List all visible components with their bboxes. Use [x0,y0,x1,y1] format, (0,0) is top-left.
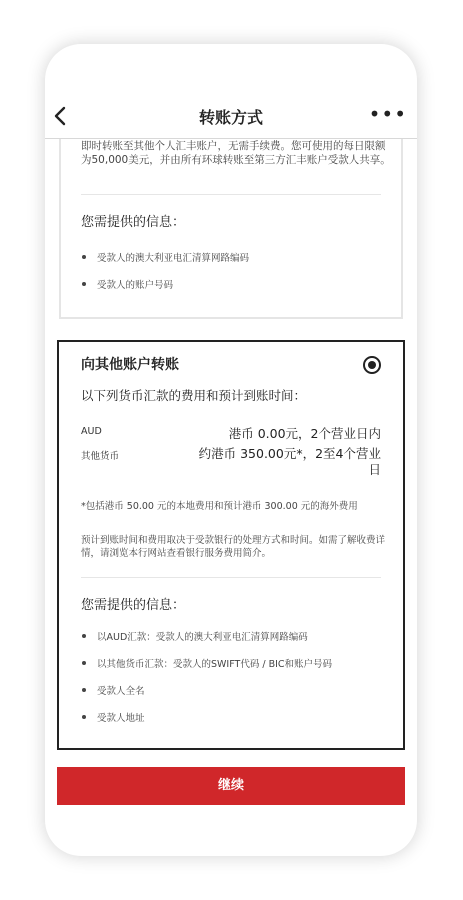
divider [81,577,381,578]
card1-description: 即时转账至其他个人汇丰账户，无需手续费。您可使用的每日限额为50,000美元，并由所有环球转账至第三方汇丰账户受款人共享。 [81,140,391,166]
card2-info-title: 您需提供的信息： [81,598,186,613]
card2-info-item: 以AUD汇款：受款人的澳大利亚电汇清算网路编码 [75,629,308,643]
page-title: 转账方式 [198,108,263,127]
currency-label: 其他货币 [81,451,120,462]
card2-info-item: 受款人地址 [75,710,145,724]
more-options-icon[interactable]: ••• [368,102,407,126]
card2-info-item: 受款人全名 [75,683,145,697]
card2-title: 向其他账户转账 [81,357,179,373]
transfer-option-card-other[interactable] [57,340,405,750]
divider [81,194,381,195]
card1-info-item: 受款人的澳大利亚电汇清算网路编码 [75,250,249,264]
transfer-option-card-hsbc[interactable] [59,135,403,319]
card2-info-item: 以其他货币汇款：受款人的SWIFT代码 / BIC和账户号码 [75,656,332,670]
card2-subtitle: 以下列货币汇款的费用和预计到账时间： [81,388,307,403]
currency-label: AUD [81,426,102,437]
continue-button[interactable]: 继续 [57,767,405,805]
phone-frame [45,44,417,856]
fee-value: 约港币 350.00元*，2至4个营业日 [198,446,381,477]
fee-note: *包括港币 50.00 元的本地费用和预计港币 300.00 元的海外费用 [81,501,358,512]
card1-info-item: 受款人的账户号码 [75,277,173,291]
card1-info-title: 您需提供的信息： [81,215,186,230]
top-navigation-bar [45,94,417,139]
fee-value: 港币 0.00元，2个营业日内 [228,426,381,441]
fee-disclaimer: 预计到账时间和费用取决于受款银行的处理方式和时间。如需了解收费详情，请浏览本行网站查看银行服务费用简介。 [81,535,386,559]
radio-selected-icon[interactable] [363,356,381,374]
